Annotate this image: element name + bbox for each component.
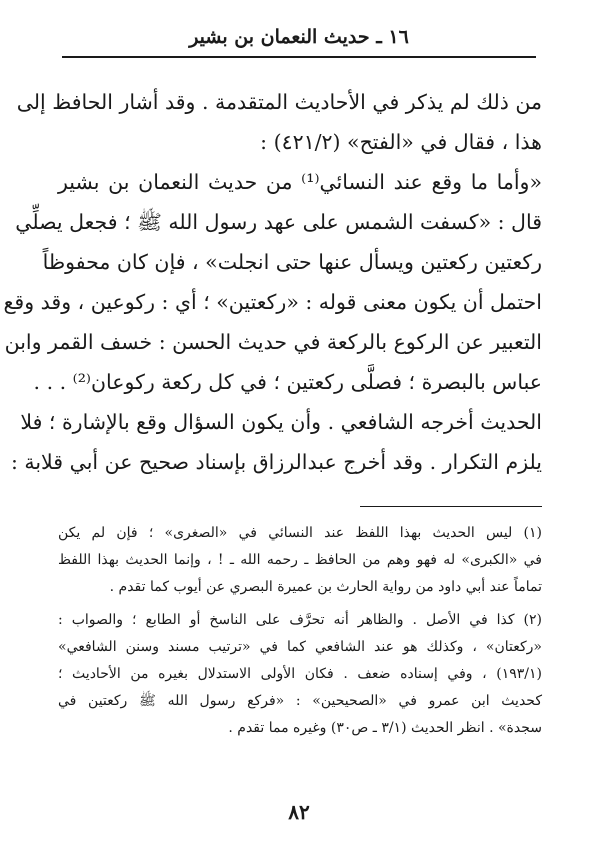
running-header: ١٦ ـ حديث النعمان بن بشير: [189, 26, 409, 48]
footnote-line: سجدة» . انظر الحديث (٣/١ ـ ص٣٠) وغيره مما تقدم .: [228, 720, 542, 736]
text-line: من ذلك لم يذكر في الأحاديث المتقدمة . وقد أشار الحافظ إلى: [16, 90, 542, 114]
footnotes: [58, 520, 542, 742]
text-line: عباس بالبصرة ؛ فصلَّى ركعتين ؛ في كل ركعة ركوعان⁽²⁾ . . .: [33, 370, 542, 394]
footnote-1: [58, 520, 542, 601]
footnote-line: كحديث ابن عمرو في «الصحيحين» : «فركع رسول الله ﷺ ركعتين في: [58, 693, 542, 709]
text-line: الحديث أخرجه الشافعي . وأن يكون السؤال وقع بالإشارة ؛ فلا: [20, 410, 542, 434]
text-line: ركعتين ركعتين ويسأل عنها حتى انجلت» ، فإن كان محفوظاً: [42, 250, 542, 274]
header-rule: [62, 56, 536, 58]
footnote-line: (٢) كذا في الأصل . والظاهر أنه تحرَّف على الناسخ أو الطابع ؛ والصواب :: [58, 612, 542, 628]
text-line: احتمل أن يكون معنى قوله : «ركعتين» ؛ أي : ركوعين ، وقد وقع: [3, 290, 542, 314]
main-text: [3, 82, 542, 482]
text-line: التعبير عن الركوع بالركعة في حديث الحسن : خسف القمر وابن: [4, 330, 542, 354]
footnote-line: تماماً عند أبي داود من رواية الحارث بن عميرة البصري عن أيوب كما تقدم .: [109, 579, 542, 595]
text-line: يلزم التكرار . وقد أخرج عبدالرزاق بإسناد صحيح عن أبي قلابة :: [10, 450, 542, 474]
text-line: قال : «كسفت الشمس على عهد رسول الله ﷺ ؛ فجعل يصلِّي: [15, 210, 542, 234]
page-number: ٨٢: [288, 800, 310, 824]
footnote-separator: [360, 506, 542, 507]
footnote-line: (١) ليس الحديث بهذا اللفظ عند النسائي في «الصغرى» ؛ فإن لم يكن: [58, 525, 542, 541]
text-line: «وأما ما وقع عند النسائي⁽¹⁾ من حديث النعمان بن بشير: [58, 170, 542, 194]
footnote-line: «ركعتان» ، وكذلك هو عند الشافعي كما في «ترتيب مسند وسنن الشافعي»: [58, 639, 542, 655]
footnote-2: [58, 607, 542, 742]
footnote-line: (١٩٣/١) ، وفي إسناده ضعف . فكان الأولى الاستدلال بغيره من الأحاديث ؛: [58, 666, 542, 682]
footnote-line: في «الكبرى» له فهو وهم من الحافظ ـ رحمه الله ـ ! ، وإنما الحديث بهذا اللفظ: [58, 552, 542, 568]
text-line: هذا ، فقال في «الفتح» (٤٢١/٢) :: [260, 130, 542, 154]
